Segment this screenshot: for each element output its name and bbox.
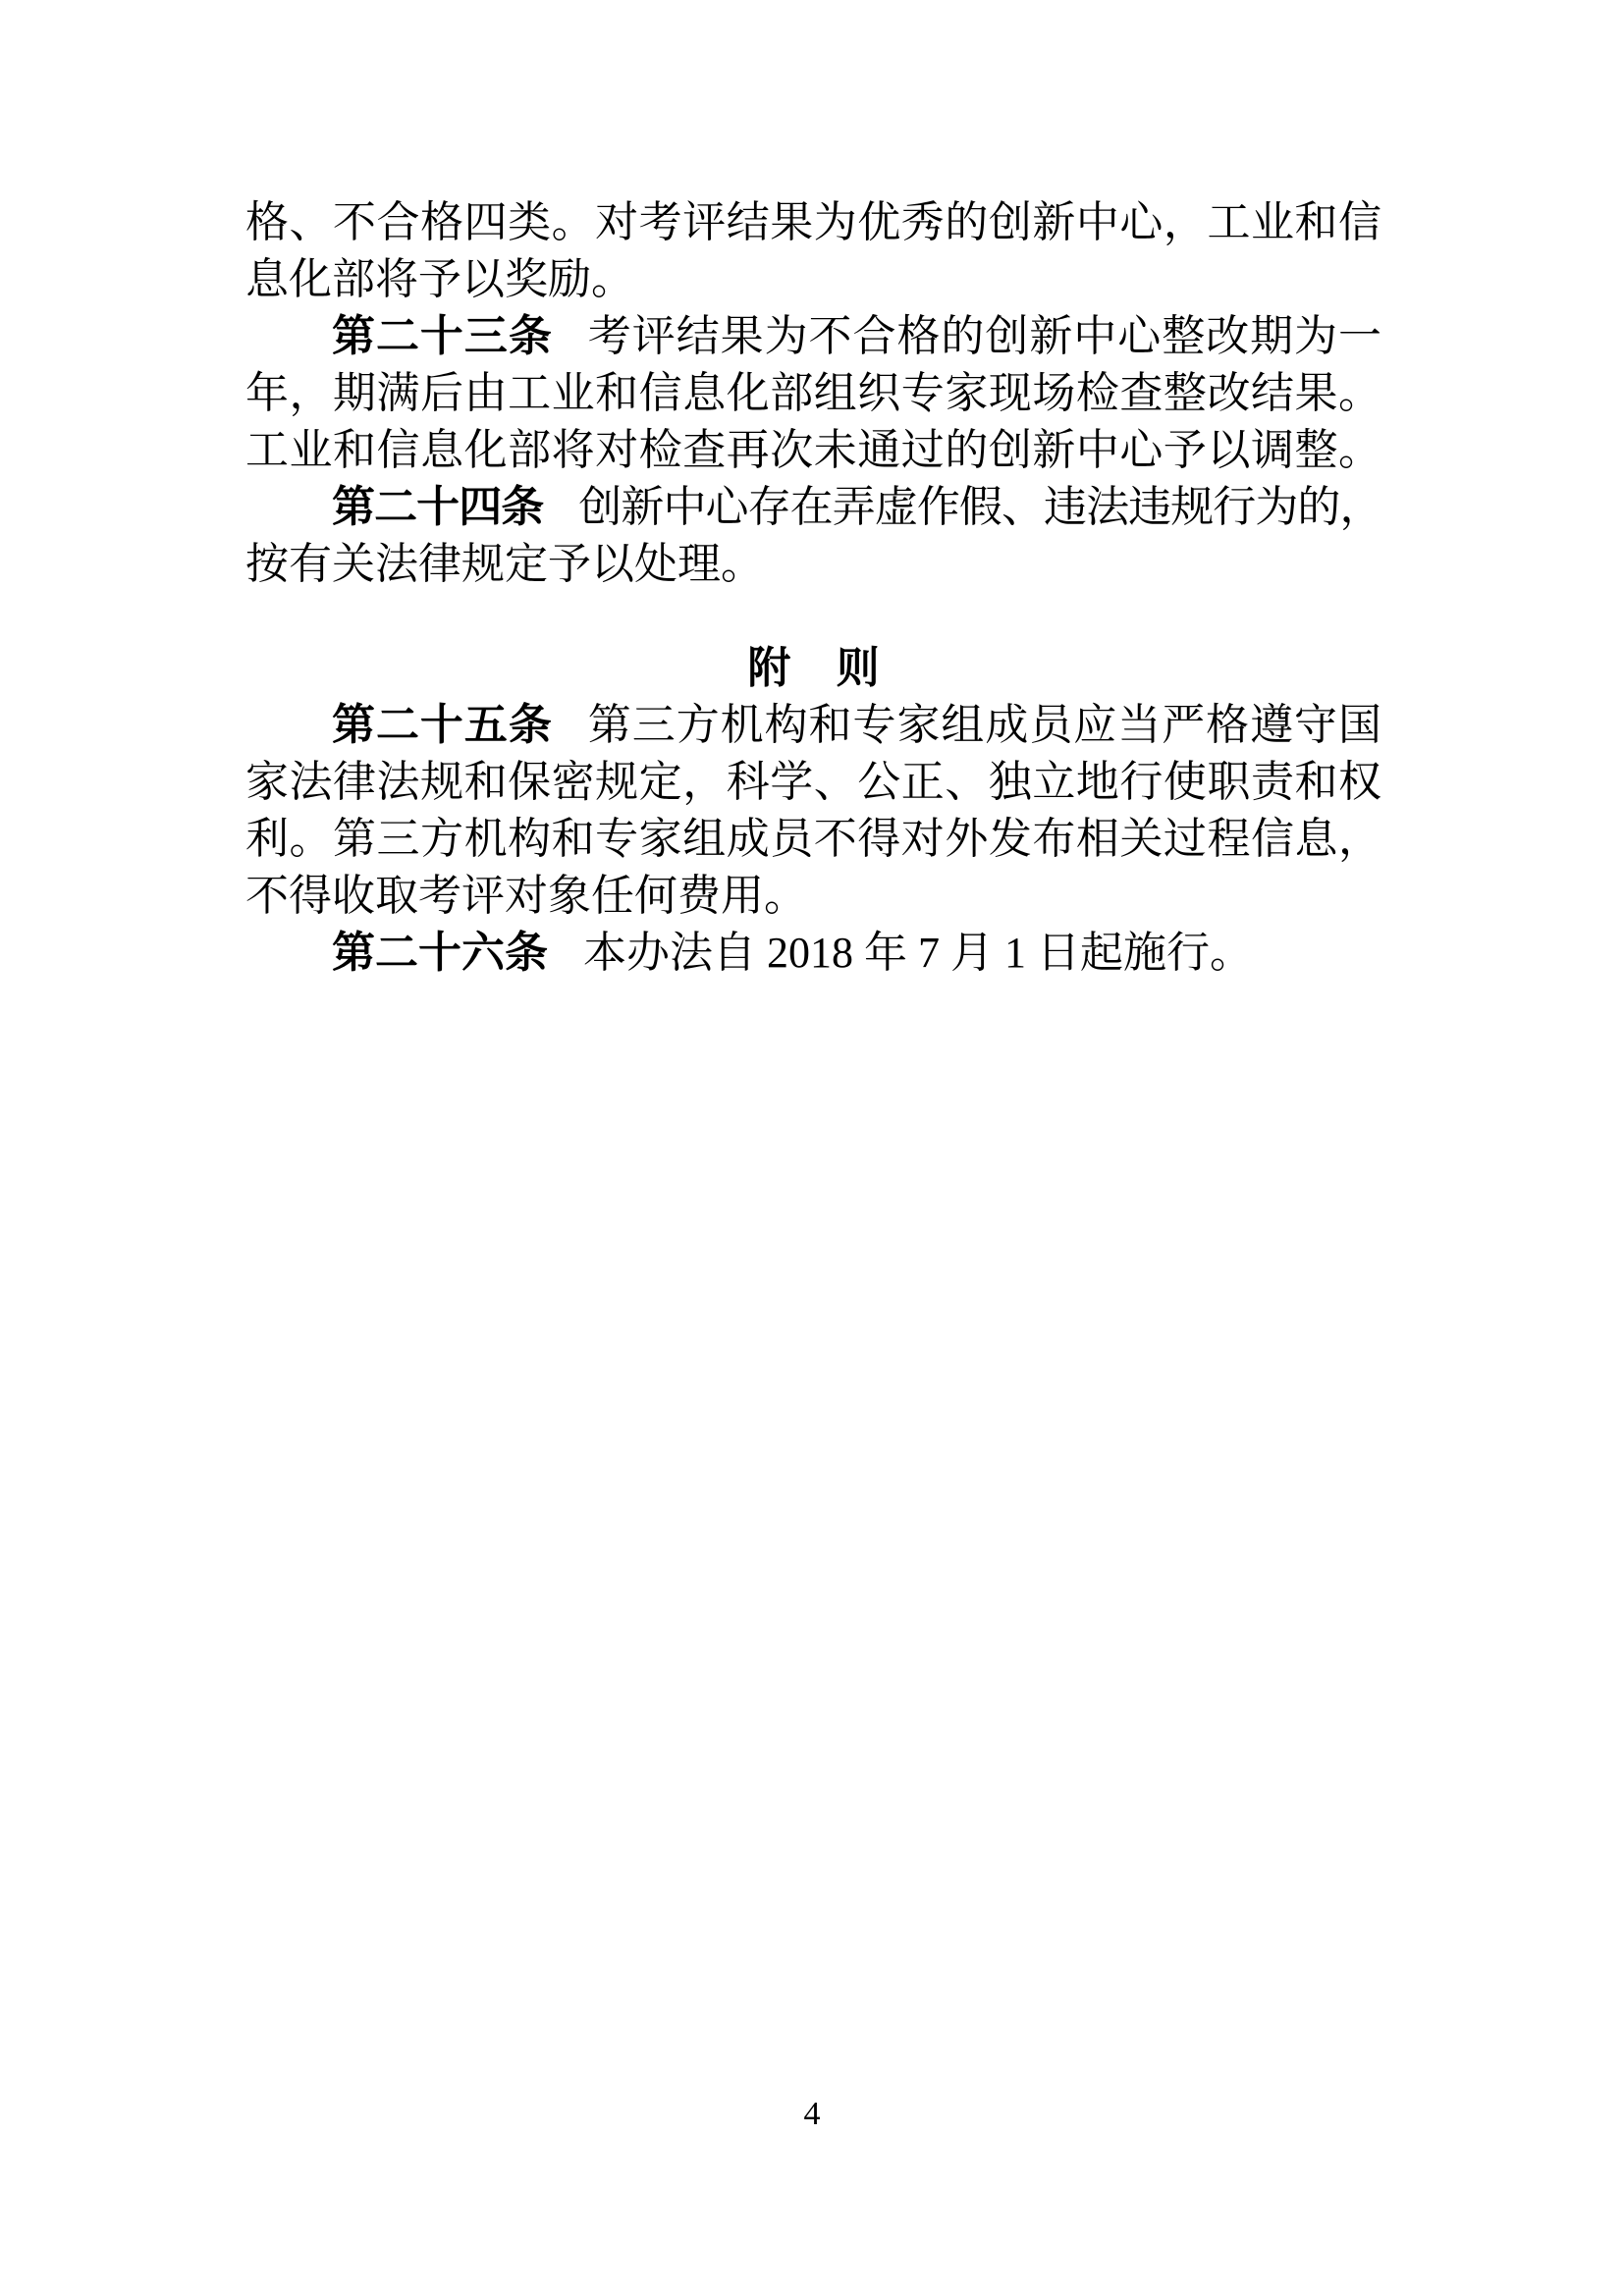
article-number: 第二十五条 bbox=[332, 701, 553, 749]
line-text: 按有关法律规定予以处理。 bbox=[245, 540, 764, 588]
text-line bbox=[245, 697, 1381, 754]
line-text: 年，期满后由工业和信息化部组织专家现场检查整改结果。 bbox=[245, 369, 1381, 417]
line-text: 考评结果为不合格的创新中心整改期为一 bbox=[587, 312, 1382, 360]
line-text: 息化部将予以奖励。 bbox=[245, 255, 634, 303]
text-line bbox=[245, 754, 1381, 811]
line-text: 不得收取考评对象任何费用。 bbox=[245, 872, 807, 920]
page-number: 4 bbox=[803, 2096, 821, 2132]
line-text: 工业和信息化部将对检查再次未通过的创新中心予以调整。 bbox=[245, 426, 1381, 474]
document-body bbox=[245, 194, 1381, 982]
text-line bbox=[245, 925, 1381, 982]
line-text: 家法律法规和保密规定，科学、公正、独立地行使职责和权 bbox=[245, 758, 1381, 806]
article-number: 第二十三条 bbox=[332, 312, 553, 360]
text-line bbox=[245, 536, 1381, 593]
text-line bbox=[245, 811, 1381, 868]
line-text: 第三方机构和专家组成员应当严格遵守国 bbox=[587, 701, 1382, 749]
line-text: 格、不合格四类。对考评结果为优秀的创新中心，工业和信 bbox=[245, 198, 1381, 246]
text-line bbox=[245, 194, 1381, 251]
page-footer bbox=[0, 2095, 1624, 2134]
section-heading bbox=[245, 640, 1381, 697]
line-text: 利。第三方机构和专家组成员不得对外发布相关过程信息， bbox=[245, 815, 1381, 863]
line-text: 本办法自 2018 年 7 月 1 日起施行。 bbox=[583, 929, 1253, 977]
text-line bbox=[245, 251, 1381, 308]
article-number: 第二十四条 bbox=[332, 483, 544, 531]
text-line bbox=[245, 479, 1381, 536]
text-line bbox=[245, 308, 1381, 365]
line-text: 创新中心存在弄虚作假、违法违规行为的， bbox=[578, 483, 1382, 531]
text-line bbox=[245, 868, 1381, 925]
text-line bbox=[245, 365, 1381, 422]
text-line bbox=[245, 422, 1381, 479]
line-text: 附 则 bbox=[747, 644, 880, 692]
article-number: 第二十六条 bbox=[332, 929, 548, 977]
